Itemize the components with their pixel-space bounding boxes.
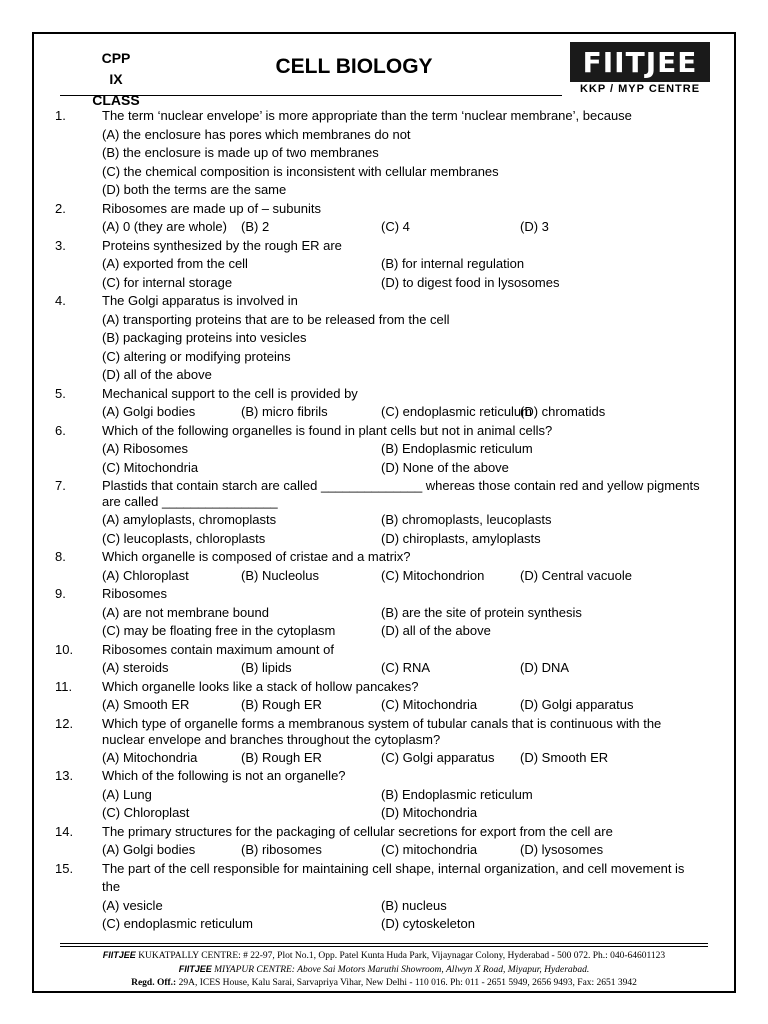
answer-option: (B) chromoplasts, leucoplasts: [381, 512, 552, 527]
question-item: [0, 585, 768, 604]
option-row: [0, 218, 768, 237]
answer-option: (B) Endoplasmic reticulum: [381, 441, 533, 456]
answer-option: (B) Endoplasmic reticulum: [381, 786, 533, 802]
footer-line-kukatpally: [34, 949, 734, 963]
answer-option: (A) Golgi bodies: [102, 404, 196, 419]
answer-option: (C) leucoplasts, chloroplasts: [102, 530, 266, 546]
footer-kukatpally-address: KUKATPALLY CENTRE: # 22-97, Plot No.1, Opp. Patel Kunta Huda Park, Vijaynagar Colony, Hyderabad - 500 072. Ph.: 040-64601123: [138, 951, 666, 961]
question-text: Which organelle is composed of cristae and a matrix?: [102, 549, 411, 564]
answer-option: (B) packaging proteins into vesicles: [102, 330, 307, 345]
answer-option: (A) Lung: [102, 786, 152, 802]
option-row: [0, 530, 768, 549]
answer-option: (D) all of the above: [102, 367, 212, 382]
question-text: Ribosomes: [102, 586, 168, 601]
answer-option: (C) RNA: [381, 660, 431, 675]
question-text: Which type of organelle forms a membranous system of tubular canals that is continuous with the nuclear envelope and branches throughout the cytoplasm?: [102, 715, 662, 747]
option-row: [0, 567, 768, 586]
option-row: [0, 348, 768, 367]
footer: [34, 949, 734, 990]
option-row: [0, 786, 768, 805]
fiitjee-logo: [570, 42, 710, 82]
question-number: 14.: [55, 823, 74, 839]
answer-option: (A) Smooth ER: [102, 697, 190, 712]
question-item: [0, 200, 768, 219]
question-item: [0, 767, 768, 786]
answer-option: (C) Golgi apparatus: [381, 749, 495, 765]
page-title: CELL BIOLOGY: [275, 55, 433, 78]
footer-brand: FIITJEE: [178, 964, 212, 974]
answer-option: (B) 2: [241, 219, 270, 234]
question-text: Which of the following is not an organelle?: [102, 768, 346, 783]
question-item: [0, 477, 768, 511]
question-text: Plastids that contain starch are called ______________ whereas those contain red and yellow pigments are called ________________: [102, 478, 700, 509]
option-row: [0, 311, 768, 330]
footer-line-miyapur: [34, 963, 734, 977]
option-row: [0, 366, 768, 385]
answer-option: (C) the chemical composition is inconsistent with cellular membranes: [102, 163, 499, 179]
footer-miyapur-address: MIYAPUR CENTRE: Above Sai Motors Maruthi Showroom, Allwyn X Road, Miyapur, Hyderabad.: [214, 965, 590, 975]
answer-option: (A) 0 (they are whole): [102, 219, 227, 234]
question-item: [0, 385, 768, 404]
question-number: 11.: [55, 678, 73, 694]
answer-option: (B) Nucleolus: [241, 567, 320, 583]
question-item: [0, 715, 768, 749]
option-row: [0, 274, 768, 293]
class-info: [84, 48, 148, 111]
option-row: [0, 841, 768, 860]
option-row: [0, 163, 768, 182]
question-text: Which of the following organelles is found in plant cells but not in animal cells?: [102, 422, 553, 438]
question-text: The Golgi apparatus is involved in: [102, 293, 298, 308]
question-number: 5.: [55, 385, 66, 401]
answer-option: (C) for internal storage: [102, 274, 233, 290]
answer-option: (B) lipids: [241, 660, 292, 675]
option-row: [0, 659, 768, 678]
answer-option: (C) endoplasmic reticulum: [102, 916, 253, 931]
option-row: [0, 749, 768, 768]
option-row: [0, 126, 768, 145]
answer-option: (C) may be floating free in the cytoplasm: [102, 623, 336, 638]
question-item: [0, 292, 768, 311]
answer-option: (A) Chloroplast: [102, 567, 189, 583]
answer-option: (A) Mitochondria: [102, 749, 198, 765]
question-text: Which organelle looks like a stack of hollow pancakes?: [102, 678, 419, 694]
answer-option: (A) vesicle: [102, 897, 163, 913]
question-item: [0, 641, 768, 660]
answer-option: (C) Mitochondria: [381, 697, 478, 712]
option-row: [0, 696, 768, 715]
answer-option: (C) mitochondria: [381, 842, 478, 857]
answer-option: (D) all of the above: [381, 623, 491, 638]
question-number: 3.: [55, 237, 66, 253]
centre-label: KKP / MYP CENTRE: [579, 83, 701, 95]
question-number: 4.: [55, 293, 66, 308]
question-text: Ribosomes contain maximum amount of: [102, 641, 334, 657]
question-number: 2.: [55, 200, 66, 216]
question-item: [0, 107, 768, 126]
question-number: 15.: [55, 860, 74, 876]
footer-line-regd-office: [34, 977, 734, 990]
answer-option: (D) DNA: [520, 660, 570, 675]
question-item: [0, 860, 768, 897]
option-row: [0, 915, 768, 934]
answer-option: (D) Mitochondria: [381, 805, 478, 820]
answer-option: (C) Mitochondrion: [381, 567, 485, 583]
option-row: [0, 144, 768, 163]
answer-option: (D) Central vacuole: [520, 567, 632, 583]
footer-divider: [60, 943, 708, 944]
class-label: IX CLASS: [92, 71, 140, 108]
answer-option: (C) endoplasmic reticulum: [381, 404, 532, 419]
answer-option: (D) Smooth ER: [520, 749, 609, 765]
answer-option: (B) Rough ER: [241, 697, 322, 712]
question-number: 8.: [55, 549, 66, 564]
question-item: [0, 823, 768, 842]
answer-option: (B) the enclosure is made up of two membranes: [102, 145, 379, 160]
answer-option: (B) for internal regulation: [381, 256, 525, 271]
answer-option: (B) Rough ER: [241, 749, 322, 765]
option-row: [0, 511, 768, 530]
question-text: The term ‘nuclear envelope’ is more appropriate than the term ‘nuclear membrane’, because: [102, 108, 632, 123]
question-item: [0, 678, 768, 697]
answer-option: (B) micro fibrils: [241, 404, 328, 419]
answer-option: (D) chiroplasts, amyloplasts: [381, 530, 541, 546]
option-row: [0, 622, 768, 641]
answer-option: (A) amyloplasts, chromoplasts: [102, 512, 277, 527]
cpp-label: CPP: [101, 50, 131, 66]
option-row: [0, 604, 768, 623]
answer-option: (A) transporting proteins that are to be released from the cell: [102, 311, 450, 327]
answer-option: (D) 3: [520, 219, 549, 234]
question-item: [0, 237, 768, 256]
answer-option: (B) nucleus: [381, 897, 447, 913]
footer-regd-address: 29A, ICES House, Kalu Sarai, Sarvapriya Vihar, New Delhi - 110 016. Ph: 011 - 2651 5949, 2656 9493, Fax: 2651 3942: [178, 978, 637, 988]
answer-option: (C) Mitochondria: [102, 459, 199, 475]
question-text: The part of the cell responsible for maintaining cell shape, internal organization, and cell movement is the: [102, 860, 685, 894]
answer-option: (A) exported from the cell: [102, 256, 248, 271]
question-number: 6.: [55, 422, 66, 438]
footer-regd-label: Regd. Off.:: [131, 978, 177, 988]
question-text: The primary structures for the packaging of cellular secretions for export from the cell are: [102, 823, 613, 839]
answer-option: (C) 4: [381, 219, 410, 234]
option-row: [0, 181, 768, 200]
question-item: [0, 548, 768, 567]
answer-option: (A) steroids: [102, 660, 169, 675]
answer-option: (C) Chloroplast: [102, 805, 190, 820]
answer-option: (B) are the site of protein synthesis: [381, 604, 582, 620]
footer-divider: [60, 946, 708, 947]
question-number: 9.: [55, 586, 66, 601]
option-row: [0, 329, 768, 348]
answer-option: (A) Ribosomes: [102, 441, 188, 456]
question-item: [0, 422, 768, 441]
option-row: [0, 440, 768, 459]
answer-option: (B) ribosomes: [241, 842, 322, 857]
answer-option: (D) lysosomes: [520, 842, 604, 857]
footer-brand: FIITJEE: [102, 950, 136, 960]
answer-option: (A) Golgi bodies: [102, 842, 196, 857]
question-number: 13.: [55, 768, 74, 783]
answer-option: (C) altering or modifying proteins: [102, 348, 291, 364]
header-divider: [60, 95, 562, 96]
option-row: [0, 804, 768, 823]
question-list: [0, 107, 768, 934]
answer-option: (A) the enclosure has pores which membranes do not: [102, 126, 411, 142]
question-number: 12.: [55, 715, 74, 731]
question-text: Proteins synthesized by the rough ER are: [102, 237, 342, 253]
answer-option: (D) Golgi apparatus: [520, 697, 634, 712]
question-number: 7.: [55, 478, 66, 493]
answer-option: (D) cytoskeleton: [381, 916, 475, 931]
answer-option: (D) to digest food in lysosomes: [381, 274, 560, 290]
answer-option: (D) None of the above: [381, 459, 509, 475]
answer-option: (D) both the terms are the same: [102, 182, 287, 197]
option-row: [0, 459, 768, 478]
option-row: [0, 255, 768, 274]
option-row: [0, 897, 768, 916]
answer-option: (A) are not membrane bound: [102, 604, 269, 620]
question-number: 1.: [55, 108, 66, 123]
option-row: [0, 403, 768, 422]
answer-option: (D) chromatids: [520, 404, 606, 419]
question-text: Ribosomes are made up of – subunits: [102, 200, 321, 216]
logo-text: FIITJEE: [582, 45, 698, 79]
question-text: Mechanical support to the cell is provided by: [102, 385, 358, 401]
question-number: 10.: [55, 641, 74, 657]
